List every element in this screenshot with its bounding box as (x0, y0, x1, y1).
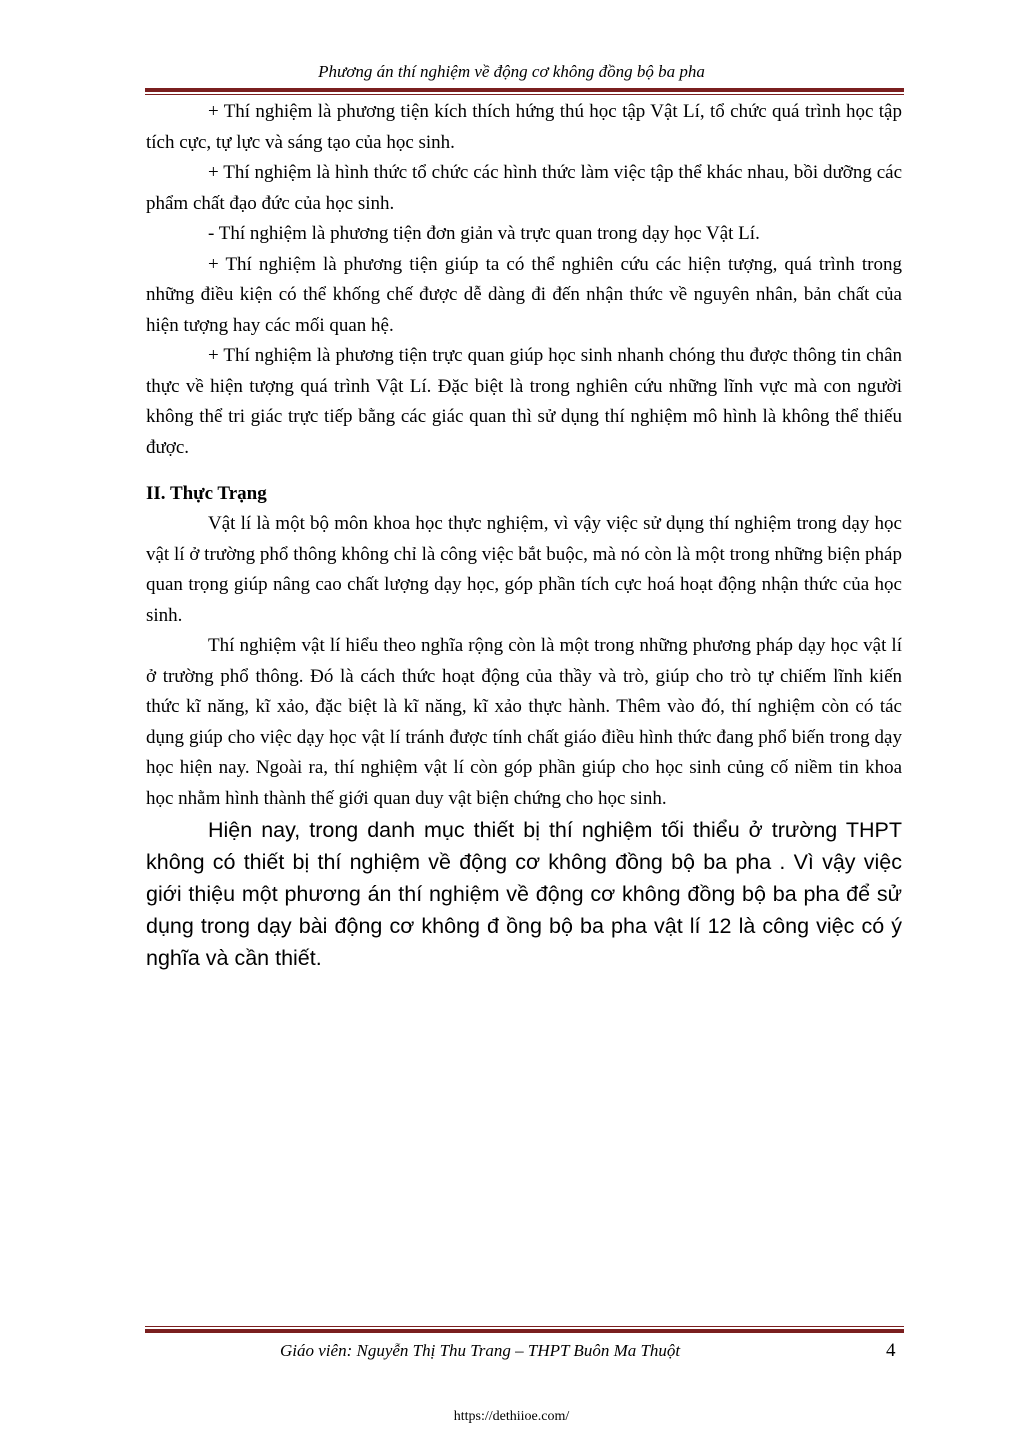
page-number: 4 (886, 1340, 896, 1361)
source-url[interactable]: https://dethiioe.com/ (453, 1409, 570, 1424)
document-body (146, 97, 902, 974)
footer-rule-thick (145, 1329, 904, 1333)
paragraph-large: Hiện nay, trong danh mục thiết bị thí nghiệm tối thiểu ở trường THPT không có thiết bị thí nghiệm về động cơ không đồng bộ ba pha . Vì vậy việc giới thiệu một phương án thí nghiệm về động cơ không đồng bộ ba pha để sử dụng trong dạy bài động cơ không đ ồng bộ ba pha vật lí 12 là công việc có ý nghĩa và cần thiết. (146, 818, 902, 970)
section-heading: II. Thực Trạng (146, 483, 267, 504)
footer-rule-thin (145, 1326, 904, 1327)
header-rule-thick (145, 88, 904, 92)
header-rule-thin (145, 94, 904, 95)
paragraph: - Thí nghiệm là phương tiện đơn giản và trực quan trong dạy học Vật Lí. (208, 223, 760, 244)
paragraph: + Thí nghiệm là phương tiện trực quan giúp học sinh nhanh chóng thu được thông tin chân thực về hiện tượng quá trình Vật Lí. Đặc biệt là trong nghiên cứu những lĩnh vực mà con người không thể tri giác trực tiếp bằng các giác quan thì sử dụng thí nghiệm mô hình là không thể thiếu được. (146, 345, 902, 458)
paragraph: Vật lí là một bộ môn khoa học thực nghiệm, vì vậy việc sử dụng thí nghiệm trong dạy học vật lí ở trường phổ thông không chỉ là công việc bắt buộc, mà nó còn là một trong những biện pháp quan trọng giúp nâng cao chất lượng dạy học, góp phần tích cực hoá hoạt động nhận thức của học sinh. (146, 513, 902, 626)
paragraph: + Thí nghiệm là phương tiện giúp ta có thể nghiên cứu các hiện tượng, quá trình trong những điều kiện có thể khống chế được dễ dàng đi đến nhận thức về nguyên nhân, bản chất của hiện tượng hay các mối quan hệ. (146, 253, 902, 336)
footer-author: Giáo viên: Nguyễn Thị Thu Trang – THPT Buôn Ma Thuột (280, 1341, 681, 1360)
paragraph: + Thí nghiệm là phương tiện kích thích hứng thú học tập Vật Lí, tổ chức quá trình học tập tích cực, tự lực và sáng tạo của học sinh. (146, 101, 902, 153)
paragraph: Thí nghiệm vật lí hiểu theo nghĩa rộng còn là một trong những phương pháp dạy học vật lí ở trường phổ thông. Đó là cách thức hoạt động của thầy và trò, giúp cho trò tự chiếm lĩnh kiến thức kĩ năng, kĩ xảo, đặc biệt là kĩ năng, kĩ xảo thực hành. Thêm vào đó, thí nghiệm còn có tác dụng giúp cho việc dạy học vật lí tránh được tính chất giáo điều hình thức đang phổ biến trong dạy học hiện nay. Ngoài ra, thí nghiệm vật lí còn góp phần giúp cho học sinh củng cố niềm tin khoa học nhằm hình thành thế giới quan duy vật biện chứng cho học sinh. (146, 635, 902, 809)
page-header-title: Phương án thí nghiệm về động cơ không đồng bộ ba pha (318, 62, 705, 81)
paragraph: + Thí nghiệm là hình thức tổ chức các hình thức làm việc tập thể khác nhau, bồi dưỡng các phẩm chất đạo đức của học sinh. (146, 162, 902, 214)
